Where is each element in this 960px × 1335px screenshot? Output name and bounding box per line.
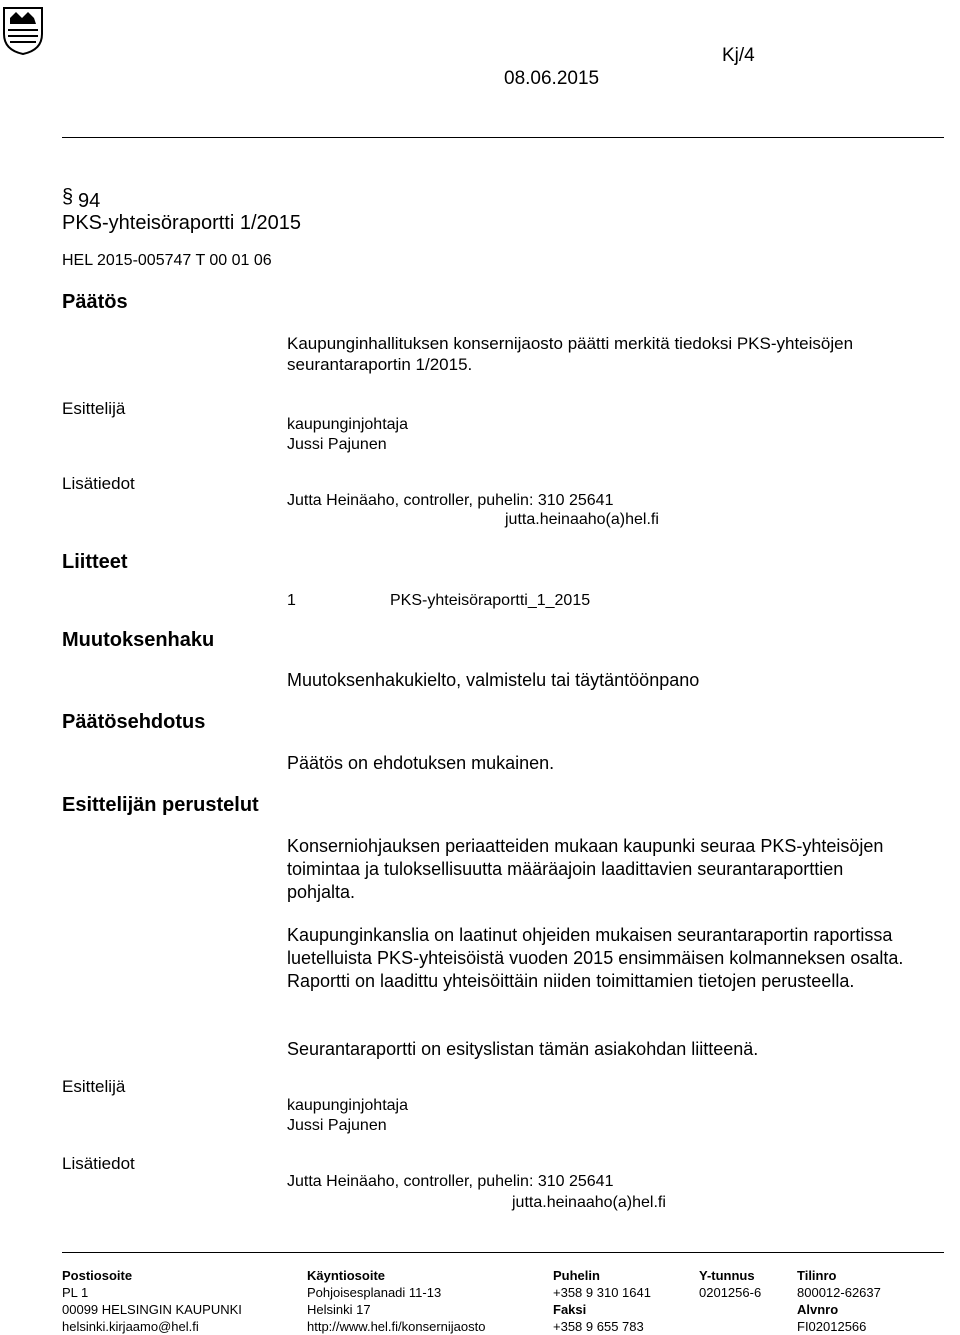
decision-info-email[interactable]: jutta.heinaaho(a)hel.fi — [505, 511, 659, 528]
rationale-info-label: Lisätiedot — [62, 1154, 135, 1173]
appeal-heading: Muutoksenhaku — [62, 629, 215, 651]
proposal-text: Päätös on ehdotuksen mukainen. — [287, 753, 555, 773]
header-doc-type: Pöytäkirja — [504, 0, 595, 17]
footer-ytunnus — [699, 1267, 761, 1301]
footer-phone-number: +358 9 310 1641 — [553, 1285, 651, 1300]
rationale-presenter-label: Esittelijä — [62, 1077, 126, 1096]
header-number: 9/2015 — [725, 0, 784, 17]
footer-postal-line1: PL 1 — [62, 1285, 89, 1300]
attachment-link[interactable]: PKS-yhteisöraportti_1_2015 — [390, 592, 591, 609]
appeal-text: Muutoksenhakukielto, valmistelu tai täytäntöönpano — [287, 670, 700, 690]
footer-postal — [62, 1267, 242, 1335]
helsinki-crest-icon — [2, 4, 44, 56]
footer-vat-label: Alvnro — [797, 1302, 839, 1317]
proposal-heading: Päätösehdotus — [62, 711, 206, 733]
rationale-info-contact: Jutta Heinäaho, controller, puhelin: 310 25641 — [287, 1173, 614, 1190]
item-title: PKS-yhteisöraportti 1/2015 — [62, 212, 302, 234]
footer-postal-email[interactable]: helsinki.kirjaamo@hel.fi — [62, 1319, 199, 1334]
header-page: 5 (49) — [843, 0, 893, 17]
footer-visit-line1: Pohjoisesplanadi 11-13 — [307, 1285, 442, 1300]
footer-vat-value: FI02012566 — [797, 1319, 867, 1334]
decision-info-label: Lisätiedot — [62, 474, 135, 493]
header-section-code: Kj/4 — [722, 45, 755, 66]
decision-info-contact: Jutta Heinäaho, controller, puhelin: 310 25641 — [287, 492, 614, 509]
footer-postal-line2: 00099 HELSINGIN KAUPUNKI — [62, 1302, 242, 1317]
decision-presenter-name: Jussi Pajunen — [287, 436, 387, 453]
decision-text: Kaupunginhallituksen konsernijaosto päätti merkitä tiedoksi PKS-yhteisöjen seurantaraportin 1/2015. — [287, 334, 854, 374]
footer-visit-url[interactable]: http://www.hel.fi/konsernijaosto — [307, 1319, 486, 1334]
header-rule — [62, 137, 944, 138]
footer-visit-label: Käyntiosoite — [307, 1268, 386, 1283]
footer-account — [797, 1267, 881, 1335]
footer-phone — [553, 1267, 651, 1335]
rationale-heading: Esittelijän perustelut — [62, 794, 259, 816]
rationale-paragraph-2: Kaupunginkanslia on laatinut ohjeiden mukaisen seurantaraportin raportissa luetelluista PKS-yhteisöistä vuoden 2015 ensimmäisen kolmanneksen osalta. Raportti on laadittu yhteisöittäin niiden toimittamien tietojen perusteella. — [287, 925, 904, 991]
footer-postal-label: Postiosoite — [62, 1268, 133, 1283]
header-date: 08.06.2015 — [504, 68, 600, 89]
rationale-presenter-name: Jussi Pajunen — [287, 1117, 387, 1134]
footer-phone-label: Puhelin — [553, 1268, 600, 1283]
section-mark-icon: § — [62, 186, 74, 208]
footer-account-value: 800012-62637 — [797, 1285, 881, 1300]
footer-fax-label: Faksi — [553, 1302, 587, 1317]
rationale-presenter-title: kaupunginjohtaja — [287, 1097, 408, 1114]
rationale-paragraph-3: Seurantaraportti on esityslistan tämän asiakohdan liitteenä. — [287, 1039, 759, 1059]
decision-heading: Päätös — [62, 291, 128, 313]
item-number: 94 — [78, 190, 101, 212]
footer-visit — [307, 1267, 485, 1335]
footer-ytunnus-label: Y-tunnus — [699, 1268, 755, 1283]
footer-account-label: Tilinro — [797, 1268, 837, 1283]
attachments-heading: Liitteet — [62, 551, 128, 573]
footer-visit-line2: Helsinki 17 — [307, 1302, 371, 1317]
rationale-info-email[interactable]: jutta.heinaaho(a)hel.fi — [512, 1194, 666, 1211]
header-city: Helsingin kaupunki — [64, 0, 239, 17]
decision-presenter-title: kaupunginjohtaja — [287, 416, 408, 433]
rationale-paragraph-1: Konserniohjauksen periaatteiden mukaan kaupunki seuraa PKS-yhteisöjen toimintaa ja tuloksellisuutta määräajoin laadittavien seurantaraporttien pohjalta. — [287, 836, 884, 902]
footer-fax-number: +358 9 655 783 — [553, 1319, 644, 1334]
header-body: Kaupunginhallituksen konsernijaosto — [64, 22, 403, 43]
decision-presenter-label: Esittelijä — [62, 399, 126, 418]
attachment-number: 1 — [287, 592, 296, 609]
item-ref: HEL 2015-005747 T 00 01 06 — [62, 252, 272, 269]
footer-rule — [62, 1252, 944, 1253]
footer-ytunnus-value: 0201256-6 — [699, 1285, 762, 1300]
